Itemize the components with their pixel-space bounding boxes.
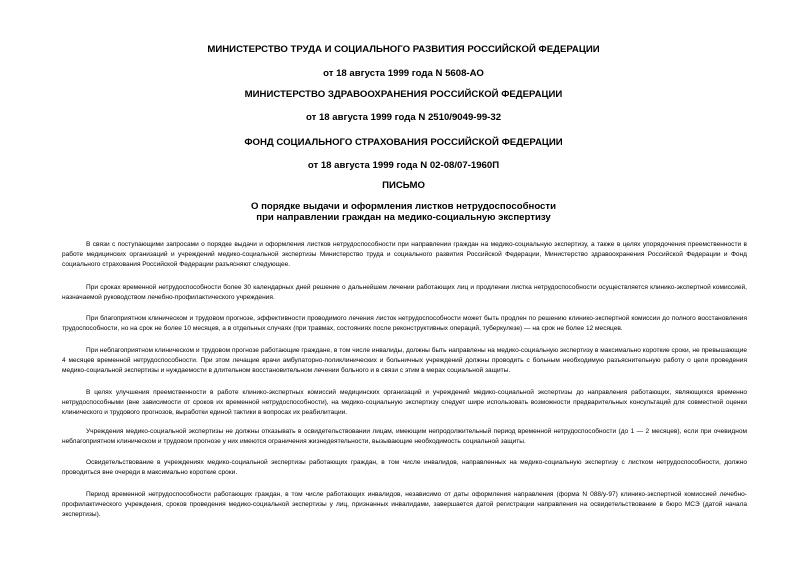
body-paragraph-1: В связи с поступающими запросами о порядке выдачи и оформления листков нетрудоспособности при направлении граждан на медико-социальную экспертизу, а также в целях упорядочения преемственности в работе медицинских организаций и учреждений медико-социальной экспертизы Министерство труда и социального развития Российской Федерации, Министерство здравоохранения Российской Федерации и Фонд социального страхования Российской Федерации разъясняют следующее.: [62, 241, 747, 268]
body-paragraph-6: Учреждения медико-социальной экспертизы не должны отказывать в освидетельствовании лицам, имеющим непродолжительный период временной нетрудоспособности (до 1 — 2 месяцев), если при очевидном неблагоприятном клиническом и трудовом прогнозе у них имеются ограничения жизнедеятельности, вызывающие необходимость социальной защиты.: [62, 428, 747, 445]
body-paragraph-2: При сроках временной нетрудоспособности более 30 календарных дней решение о дальнейшем лечении работающих лиц и продлении листка нетрудоспособности осуществляется клинико-экспертной комиссией, назначаемой руководством лечебно-профилактического учреждения.: [62, 284, 747, 301]
body-paragraph-4: При неблагоприятном клиническом и трудовом прогнозе работающие граждане, в том числе инвалиды, должны быть направлены на медико-социальную экспертизу в максимально короткие сроки, не превышающие 4 месяцев временной нетрудоспособности. При этом лечащие врачи амбулаторно-поликлинических и больничных учреждений должны проводить с больным необходимую разъяснительную работу о цели проведения медико-социальной экспертизы и нуждаемости в длительном восстановительном лечении больного и в связи с этим в мерах социальной защиты.: [62, 347, 747, 374]
ministry-labor-heading: МИНИСТЕРСТВО ТРУДА И СОЦИАЛЬНОГО РАЗВИТИЯ РОССИЙСКОЙ ФЕДЕРАЦИИ: [207, 44, 600, 55]
document-type: ПИСЬМО: [382, 180, 425, 191]
fund-date: от 18 августа 1999 года N 02-08/07-1960П: [307, 160, 500, 171]
body-paragraph-3: При благоприятном клиническом и трудовом прогнозе, эффективности проводимого лечения листок нетрудоспособности может быть продлен по решению клинико-экспертной комиссии до полного восстановления трудоспособности, но на срок не более 10 месяцев, а в отдельных случаях (при травмах, состояниях после реконструктивных операций, туберкулезе) — на срок не более 12 месяцев.: [62, 315, 747, 332]
ministry-health-heading: МИНИСТЕРСТВО ЗДРАВООХРАНЕНИЯ РОССИЙСКОЙ ФЕДЕРАЦИИ: [244, 89, 563, 100]
document-title-line-2: при направлении граждан на медико-социальную экспертизу: [256, 212, 551, 223]
document-title-line-1: О порядке выдачи и оформления листков нетрудоспособности: [251, 201, 556, 212]
body-paragraph-8: Период временной нетрудоспособности работающих граждан, в том числе работающих инвалидов, независимо от даты оформления направления (форма N 088/у-97) клинико-экспертной комиссией лечебно-профилактического учреждения, сроков проведения медико-социальной экспертизы у лиц, признанных инвалидами, завершается датой регистрации направления на освидетельствование в бюро МСЭ (датой начала экспертизы).: [62, 491, 747, 518]
body-paragraph-7: Освидетельствование в учреждениях медико-социальной экспертизы работающих граждан, в том числе инвалидов, направленных на медико-социальную экспертизу с листком нетрудоспособности, должно проводиться вне очереди в максимально короткие сроки.: [62, 459, 747, 476]
ministry-health-date: от 18 августа 1999 года N 2510/9049-99-32: [305, 112, 502, 123]
body-paragraph-5: В целях улучшения преемственности в работе клинико-экспертных комиссий медицинских организаций и учреждений медико-социальной экспертизы до направления работающих, являющихся временно нетрудоспособными (вне зависимости от сроков их временной нетрудоспособности), на медико-социальную экспертизу следует шире использовать возможности предварительных консультаций для совместной оценки клинического и трудового прогнозов, выработки единой тактики в вопросах их реабилитации.: [62, 389, 747, 416]
fund-heading: ФОНД СОЦИАЛЬНОГО СТРАХОВАНИЯ РОССИЙСКОЙ ФЕДЕРАЦИИ: [244, 137, 563, 148]
ministry-labor-date: от 18 августа 1999 года N 5608-АО: [323, 68, 484, 79]
